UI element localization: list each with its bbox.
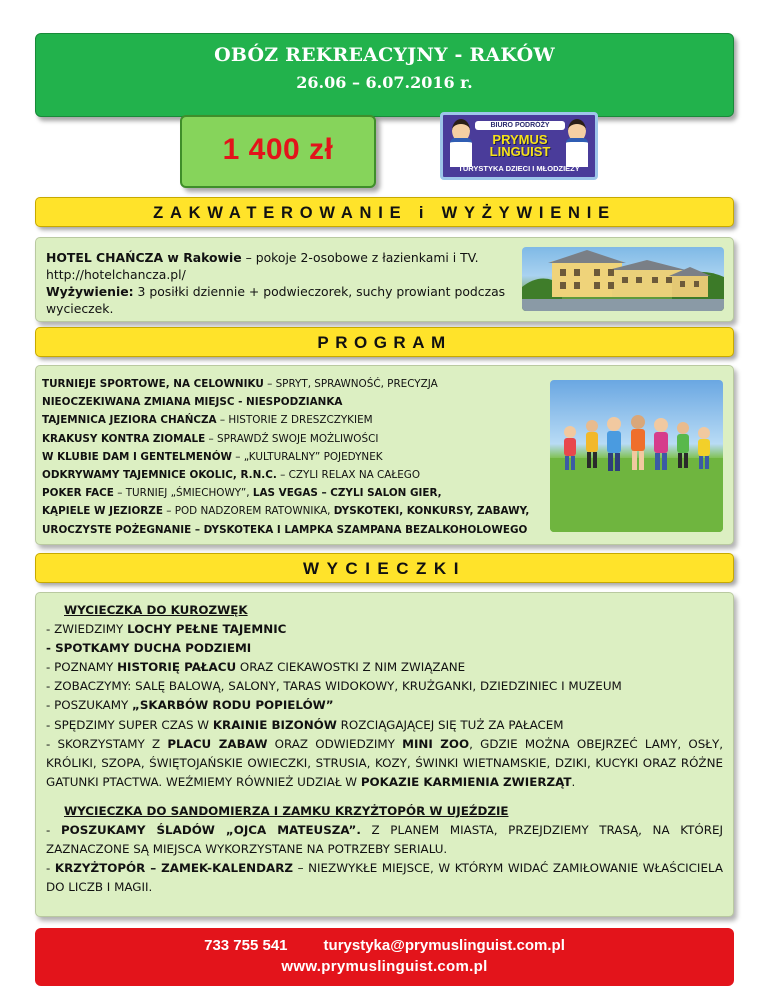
- website-link[interactable]: www.prymuslinguist.com.pl: [281, 958, 488, 975]
- phone-number[interactable]: 733 755 541: [204, 937, 288, 954]
- trips-panel: [35, 592, 734, 917]
- logo-brand-2: LINGUIST: [489, 144, 551, 159]
- program-item: POKER FACE – TURNIEJ „ŚMIECHOWY”, LAS VEGAS – CZYLI SALON GIER,: [42, 487, 442, 500]
- children-running-photo: [550, 380, 723, 532]
- logo-girl-figure: [563, 119, 591, 163]
- camp-title: OBÓZ REKREACYJNY - RAKÓW: [214, 44, 555, 66]
- hotel-rooms: – pokoje 2-osobowe z łazienkami i TV.: [241, 250, 479, 265]
- meals-label: Wyżywienie:: [46, 284, 134, 299]
- logo-brand-1: PRYMUS: [492, 132, 548, 147]
- meals-line: [46, 283, 516, 317]
- trip-1-line: - ZWIEDZIMY LOCHY PEŁNE TAJEMNIC: [46, 622, 287, 637]
- section-heading-program: PROGRAM: [35, 327, 734, 357]
- trip-2-line: - POSZUKAMY ŚLADÓW „OJCA MATEUSZA”. Z PLANEM MIASTA, PRZEJDZIEMY TRASĄ, NA KTÓREJ ZAZNACZONE SĄ MIEJSCA WYKORZYSTANE NA POTRZEBY SERIALU.: [46, 823, 724, 857]
- logo-tagline: TURYSTYKA DZIECI I MŁODZIEŻY: [458, 164, 580, 173]
- trip-1-line: - POZNAMY HISTORIĘ PAŁACU ORAZ CIEKAWOSTKI Z NIM ZWIĄZANE: [46, 660, 466, 675]
- program-item: UROCZYSTE POŻEGNANIE – DYSKOTEKA I LAMPKA SZAMPANA BEZALKOHOLOWEGO: [42, 523, 528, 536]
- camp-dates: 26.06 – 6.07.2016 r.: [296, 73, 473, 92]
- footer-contact-row: [35, 937, 734, 954]
- price-box: [180, 115, 376, 188]
- trip-1-line: - SKORZYSTAMY Z PLACU ZABAW ORAZ ODWIEDZIMY MINI ZOO, GDZIE MOŻNA OBEJRZEĆ LAMY, OSŁY, KRÓLIKI, SZOPA, ŚWIĘTOJAŃSKIE OWIECZKI, STRUSIA, KOZY, ŚWINKI WIETNAMSKIE, DZIKI, KUCYKI ORAZ RÓŻNE GATUNKI PTACTWA. WEŹMIEMY RÓWNIEŻ UDZIAŁ W POKAZIE KARMIENIA ZWIERZĄT.: [46, 736, 724, 789]
- logo-boy-figure: [447, 119, 475, 163]
- trip-1-title: WYCIECZKA DO KUROZWĘK: [64, 603, 248, 617]
- trip-1-line: - ZOBACZYMY: SALĘ BALOWĄ, SALONY, TARAS WIDOKOWY, KRUŻGANKI, DZIEDZINIEC I MUZEUM: [46, 679, 622, 694]
- contact-footer: [35, 928, 734, 986]
- program-item: TAJEMNICA JEZIORA CHAŃCZA – HISTORIE Z DRESZCZYKIEM: [42, 414, 373, 427]
- program-item: TURNIEJE SPORTOWE, NA CELOWNIKU – SPRYT, SPRAWNOŚĆ, PRECYZJA: [42, 378, 438, 390]
- program-item: KRAKUSY KONTRA ZIOMALE – SPRAWDŹ SWOJE MOŻLIWOŚCI: [42, 432, 379, 445]
- program-item: NIEOCZEKIWANA ZMIANA MIEJSC - NIESPODZIANKA: [42, 396, 343, 409]
- trip-2-title: WYCIECZKA DO SANDOMIERZA I ZAMKU KRZYŻTOPÓR W UJEŹDZIE: [64, 803, 509, 818]
- meals-text: 3 posiłki dziennie + podwieczorek, suchy prowiant podczas wycieczek.: [46, 284, 506, 316]
- program-item: KĄPIELE W JEZIORZE – POD NADZOREM RATOWNIKA, DYSKOTEKI, KONKURSY, ZABAWY,: [42, 505, 530, 518]
- trip-1-line: - POSZUKAMY „SKARBÓW RODU POPIELÓW”: [46, 698, 334, 713]
- hotel-url[interactable]: http://hotelchancza.pl/: [46, 267, 186, 282]
- section-heading-accommodation: ZAKWATEROWANIE i WYŻYWIENIE: [35, 197, 734, 227]
- program-item: ODKRYWAMY TAJEMNICE OKOLIC, R.N.C. – CZYLI RELAX NA CAŁEGO: [42, 469, 421, 482]
- prymus-linguist-logo: [440, 112, 598, 180]
- trip-1-line: - SPOTKAMY DUCHA PODZIEMI: [46, 641, 252, 656]
- section-heading-trips: WYCIECZKI: [35, 553, 734, 583]
- logo-top-text: BIURO PODRÓŻY: [475, 121, 565, 130]
- price-value: 1 400 zł: [222, 133, 334, 166]
- email-link[interactable]: turystyka@prymuslinguist.com.pl: [323, 937, 565, 954]
- trip-2-line: - KRZYŻTOPÓR – ZAMEK-KALENDARZ – NIEZWYKŁE MIEJSCE, W KTÓRYM WIDAĆ ZAMIŁOWANIE WŁAŚCICIELA DO LICZB I MAGII.: [46, 861, 723, 895]
- program-item: W KLUBIE DAM I GENTELMENÓW – „KULTURALNY” POJEDYNEK: [42, 450, 383, 463]
- trip-1-line: - SPĘDZIMY SUPER CZAS W KRAINIE BIZONÓW ROZCIĄGAJĄCEJ SIĘ TUŻ ZA PAŁACEM: [46, 717, 564, 732]
- hotel-photo: [522, 247, 724, 311]
- hotel-name: HOTEL CHAŃCZA w Rakowie: [46, 250, 242, 265]
- title-banner: [35, 33, 734, 117]
